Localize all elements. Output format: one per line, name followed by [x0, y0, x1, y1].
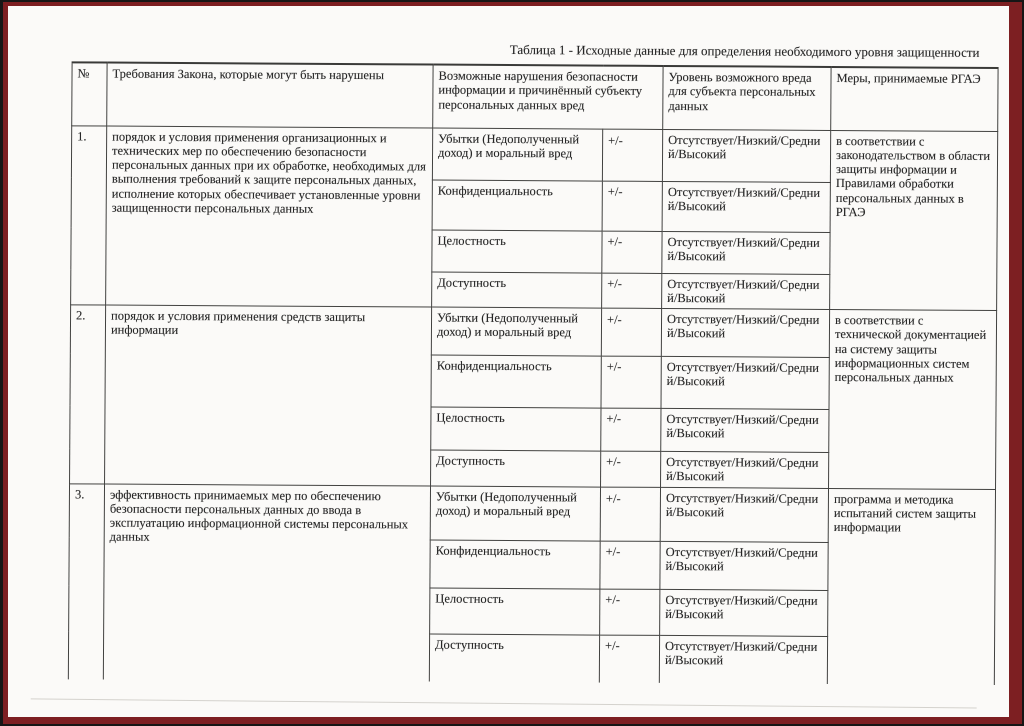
header-harm-level: Уровень возможного вреда для субъекта персональных данных	[663, 66, 831, 130]
page-content	[6, 3, 1011, 720]
table-caption: Таблица 1 - Исходные данные для определения необходимого уровня защищенности	[509, 42, 980, 60]
violation-sign: +/-	[601, 308, 661, 356]
violation-name: Доступность	[431, 450, 601, 487]
violation-name: Целостность	[432, 230, 602, 273]
violation-sign: +/-	[602, 181, 662, 231]
violation-sign: +/-	[600, 589, 660, 635]
violation-name: Конфиденциальность	[432, 180, 602, 231]
row-number: 2.	[70, 305, 106, 484]
violation-sign: +/-	[601, 356, 661, 408]
violation-name: Убытки (Недополученный доход) и моральный вред	[432, 128, 602, 181]
requirement-text: порядок и условия применения организационных и технических мер по обеспечению безопасности персональных данных при их обработке, необходимых для выполнения требований к защите персональных данных, исполнение которых обеспечивает установленные уровни защищенности персональных данных	[106, 126, 433, 307]
table-header-row	[72, 62, 998, 131]
violation-name: Целостность	[431, 407, 601, 451]
requirement-text: порядок и условия применения средств защиты информации	[105, 305, 432, 485]
violation-sign: +/-	[602, 273, 662, 309]
harm-level: Отсутствует/Низкий/Средний/Высокий	[662, 129, 830, 182]
row-number: 3.	[68, 483, 104, 679]
scan-artifact-line	[31, 698, 977, 708]
violation-sign: +/-	[601, 451, 661, 487]
row-number: 1.	[71, 125, 107, 305]
harm-level: Отсутствует/Низкий/Средний/Высокий	[662, 181, 830, 232]
harm-level: Отсутствует/Низкий/Средний/Высокий	[659, 635, 827, 684]
violation-name: Убытки (Недополученный доход) и моральный вред	[430, 486, 600, 541]
requirement-text: эффективность принимаемых мер по обеспечению безопасности персональных данных до ввода в эксплуатацию информационной системы персональных данных	[103, 484, 430, 682]
violation-name: Убытки (Недополученный доход) и моральный вред	[431, 307, 601, 356]
violation-sign: +/-	[599, 635, 659, 683]
harm-level: Отсутствует/Низкий/Средний/Высокий	[661, 356, 829, 409]
harm-level: Отсутствует/Низкий/Средний/Высокий	[660, 487, 828, 542]
violation-sign: +/-	[601, 408, 661, 451]
harm-level: Отсутствует/Низкий/Средний/Высокий	[661, 408, 829, 452]
harm-level: Отсутствует/Низкий/Средний/Высокий	[660, 541, 828, 590]
violation-sign: +/-	[602, 129, 662, 181]
harm-level: Отсутствует/Низкий/Средний/Высокий	[661, 308, 829, 357]
table-row	[70, 305, 996, 359]
header-requirements: Требования Закона, которые могут быть нарушены	[107, 63, 433, 128]
violation-name: Конфиденциальность	[431, 355, 601, 408]
violation-name: Доступность	[432, 272, 602, 309]
violation-name: Конфиденциальность	[430, 540, 600, 589]
violation-sign: +/-	[600, 541, 660, 589]
violation-sign: +/-	[600, 487, 660, 541]
table-row	[69, 483, 995, 543]
violation-name: Целостность	[430, 588, 600, 635]
violation-name: Доступность	[429, 634, 599, 683]
header-measures: Меры, принимаемые РГАЭ	[831, 67, 998, 131]
harm-level: Отсутствует/Низкий/Средний/Высокий	[662, 273, 830, 310]
security-levels-table	[68, 61, 999, 685]
scanned-page	[3, 2, 1022, 724]
header-violations: Возможные нарушения безопасности информации и причинённый субъекту персональных данных вред	[433, 65, 663, 129]
harm-level: Отсутствует/Низкий/Средний/Высокий	[661, 451, 829, 488]
measures-text: программа и методика испытаний систем защиты информации	[827, 488, 995, 685]
table-row	[71, 125, 997, 183]
harm-level: Отсутствует/Низкий/Средний/Высокий	[662, 231, 830, 274]
violation-sign: +/-	[602, 231, 662, 273]
header-number: №	[72, 62, 107, 125]
harm-level: Отсутствует/Низкий/Средний/Высокий	[660, 589, 828, 636]
measures-text: в соответствии с технической документацией на систему защиты информационных систем персональных данных	[829, 309, 997, 489]
measures-text: в соответствии с законодательством в области защиты информации и Правилами обработки персональных данных в РГАЭ	[830, 130, 998, 311]
